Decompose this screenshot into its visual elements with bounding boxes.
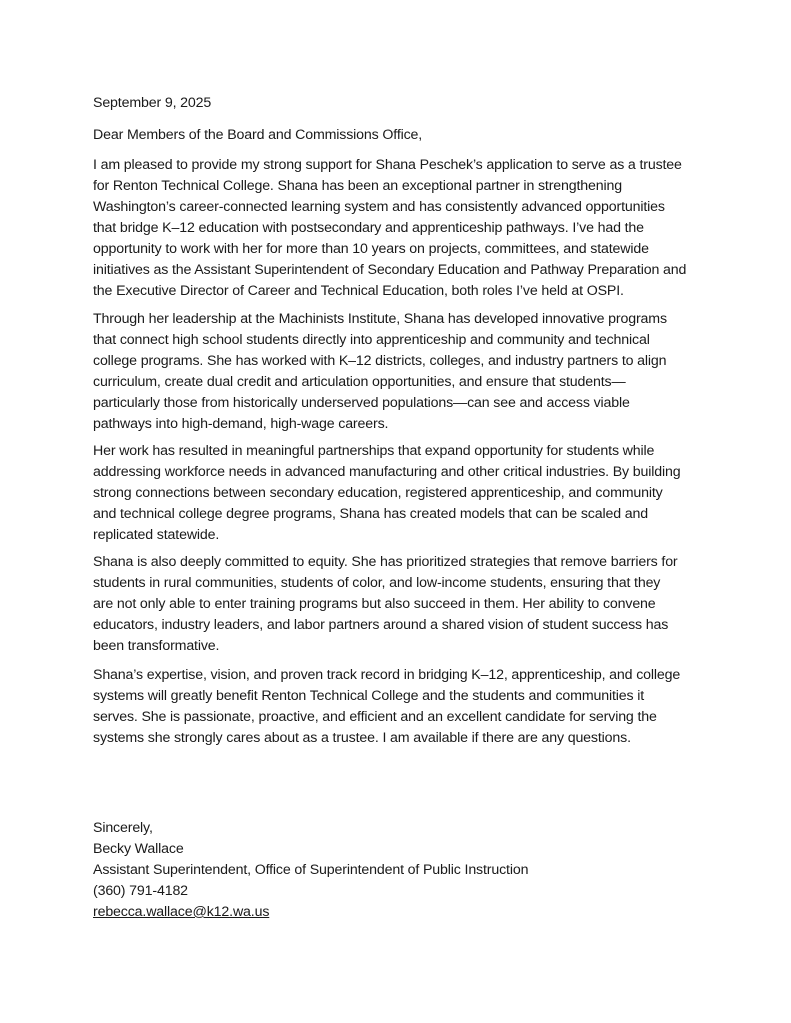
paragraph-line: that connect high school students directly into apprenticeship and community and technical	[93, 332, 650, 348]
letter-salutation: Dear Members of the Board and Commissions Office,	[93, 127, 423, 143]
paragraph-line: Through her leadership at the Machinists Institute, Shana has developed innovative programs	[93, 311, 667, 327]
paragraph-line: Shana’s expertise, vision, and proven track record in bridging K–12, apprenticeship, and college	[93, 667, 681, 683]
paragraph-line: initiatives as the Assistant Superintendent of Secondary Education and Pathway Preparation and	[93, 262, 687, 278]
paragraph-line: for Renton Technical College. Shana has been an exceptional partner in strengthening	[93, 178, 622, 194]
paragraph-line: been transformative.	[93, 638, 220, 654]
paragraph-line: strong connections between secondary education, registered apprenticeship, and community	[93, 485, 663, 501]
letter-date: September 9, 2025	[93, 95, 212, 111]
paragraph-line: I am pleased to provide my strong support for Shana Peschek’s application to serve as a trustee	[93, 157, 682, 173]
signature-name: Becky Wallace	[93, 841, 184, 857]
paragraph-line: Shana is also deeply committed to equity. She has prioritized strategies that remove barriers for	[93, 554, 678, 570]
paragraph-line: curriculum, create dual credit and articulation opportunities, and ensure that students—	[93, 374, 626, 390]
paragraph-line: particularly those from historically underserved populations—can see and access viable	[93, 395, 630, 411]
paragraph-line: the Executive Director of Career and Technical Education, both roles I’ve held at OSPI.	[93, 283, 624, 299]
paragraph-line: Washington’s career-connected learning system and has consistently advanced opportunities	[93, 199, 665, 215]
signature-title: Assistant Superintendent, Office of Superintendent of Public Instruction	[93, 862, 529, 878]
paragraph-line: systems will greatly benefit Renton Technical College and the students and communities it	[93, 688, 645, 704]
signature-phone: (360) 791-4182	[93, 883, 188, 899]
paragraph-line: college programs. She has worked with K–12 districts, colleges, and industry partners to align	[93, 353, 667, 369]
paragraph-line: that bridge K–12 education with postsecondary and apprenticeship pathways. I’ve had the	[93, 220, 644, 236]
paragraph-line: and technical college degree programs, Shana has created models that can be scaled and	[93, 506, 648, 522]
paragraph-line: Her work has resulted in meaningful partnerships that expand opportunity for students while	[93, 443, 655, 459]
signature-email-link[interactable]: rebecca.wallace@k12.wa.us	[93, 904, 270, 920]
paragraph-line: students in rural communities, students of color, and low-income students, ensuring that they	[93, 575, 661, 591]
paragraph-line: systems she strongly cares about as a trustee. I am available if there are any questions.	[93, 730, 631, 746]
paragraph-line: addressing workforce needs in advanced manufacturing and other critical industries. By building	[93, 464, 681, 480]
paragraph-line: educators, industry leaders, and labor partners around a shared vision of student success has	[93, 617, 669, 633]
paragraph-line: serves. She is passionate, proactive, and efficient and an excellent candidate for serving the	[93, 709, 657, 725]
paragraph-line: pathways into high-demand, high-wage careers.	[93, 416, 389, 432]
paragraph-line: are not only able to enter training programs but also succeed in them. Her ability to convene	[93, 596, 656, 612]
paragraph-line: opportunity to work with her for more than 10 years on projects, committees, and statewide	[93, 241, 649, 257]
signature-closing: Sincerely,	[93, 820, 153, 836]
paragraph-line: replicated statewide.	[93, 527, 220, 543]
